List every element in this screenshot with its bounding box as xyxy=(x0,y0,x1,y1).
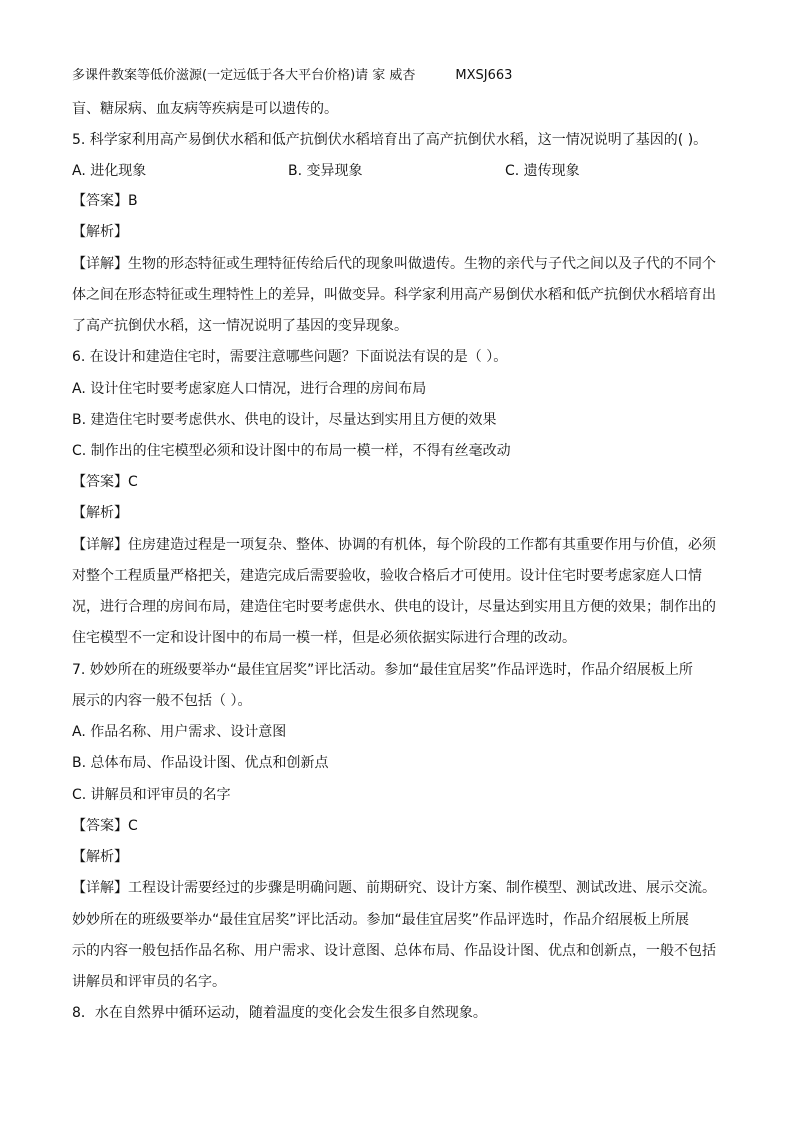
q5-detail-line: 【详解】生物的形态特征或生理特征传给后代的现象叫做遗传。生物的亲代与子代之间以及子代的不同个 xyxy=(72,256,716,272)
q6-detail-line: 【详解】住房建造过程是一项复杂、整体、协调的有机体，每个阶段的工作都有其重要作用与价值，必须 xyxy=(72,537,716,553)
q6-option-a: A. 设计住宅时要考虑家庭人口情况，进行合理的房间布局 xyxy=(72,381,427,397)
q6-option-b: B. 建造住宅时要考虑供水、供电的设计，尽量达到实用且方便的效果 xyxy=(72,412,497,428)
q5-answer: 【答案】B xyxy=(72,193,138,209)
q5-analysis-label: 【解析】 xyxy=(72,224,128,240)
q6-detail-line: 对整个工程质量严格把关，建造完成后需要验收，验收合格后才可使用。设计住宅时要考虑家庭人口情 xyxy=(72,568,702,584)
q7-detail-line: 【详解】工程设计需要经过的步骤是明确问题、前期研究、设计方案、制作模型、测试改进、展示交流。 xyxy=(72,880,716,896)
q6-detail-line: 况，进行合理的房间布局，建造住宅时要考虑供水、供电的设计，尽量达到实用且方便的效果；制作出的 xyxy=(72,599,716,615)
q7-stem-line: 7. 妙妙所在的班级要举办“最佳宜居奖”评比活动。参加“最佳宜居奖”作品评选时，作品介绍展板上所 xyxy=(72,662,693,678)
q7-analysis-label: 【解析】 xyxy=(72,849,128,865)
header-code: MXSJ663 xyxy=(455,68,513,83)
q5-stem: 5. 科学家利用高产易倒伏水稻和低产抗倒伏水稻培育出了高产抗倒伏水稻，这一情况说明了基因的( )。 xyxy=(72,132,708,148)
q5-option-c: C. 遗传现象 xyxy=(505,163,580,179)
q5-option-a: A. 进化现象 xyxy=(72,163,147,179)
q8-stem: 8．水在自然界中循环运动，随着温度的变化会发生很多自然现象。 xyxy=(72,1005,487,1021)
q6-option-c: C. 制作出的住宅模型必须和设计图中的布局一模一样，不得有丝毫改动 xyxy=(72,443,511,459)
q6-analysis-label: 【解析】 xyxy=(72,505,128,521)
q7-option-b: B. 总体布局、作品设计图、优点和创新点 xyxy=(72,755,329,771)
q7-detail-line: 讲解员和评审员的名字。 xyxy=(72,974,226,990)
q7-detail-line: 示的内容一般包括作品名称、用户需求、设计意图、总体布局、作品设计图、优点和创新点，一般不包括 xyxy=(72,943,716,959)
page-header xyxy=(72,67,512,85)
q5-option-b: B. 变异现象 xyxy=(288,163,363,179)
q5-detail-line: 了高产抗倒伏水稻，这一情况说明了基因的变异现象。 xyxy=(72,318,408,334)
q6-stem: 6. 在设计和建造住宅时，需要注意哪些问题？下面说法有误的是（ ）。 xyxy=(72,349,508,365)
q7-answer: 【答案】C xyxy=(72,818,138,834)
q5-options xyxy=(72,162,772,180)
q5-detail-line: 体之间在形态特征或生理特性上的差异，叫做变异。科学家利用高产易倒伏水稻和低产抗倒伏水稻培育出 xyxy=(72,287,716,303)
q7-option-a: A. 作品名称、用户需求、设计意图 xyxy=(72,724,287,740)
q6-answer: 【答案】C xyxy=(72,474,138,490)
q7-detail-line: 妙妙所在的班级要举办“最佳宜居奖”评比活动。参加“最佳宜居奖”作品评选时，作品介绍展板上所展 xyxy=(72,912,690,928)
intro-line: 盲、糖尿病、血友病等疾病是可以遗传的。 xyxy=(72,101,338,117)
q7-option-c: C. 讲解员和评审员的名字 xyxy=(72,787,231,803)
header-text: 多课件教案等低价滋源(一定远低于各大平台价格)请 家 威杏 xyxy=(72,68,416,83)
q6-detail-line: 住宅模型不一定和设计图中的布局一模一样，但是必须依据实际进行合理的改动。 xyxy=(72,630,576,646)
q7-stem-line: 展示的内容一般不包括（ ）。 xyxy=(72,693,252,709)
